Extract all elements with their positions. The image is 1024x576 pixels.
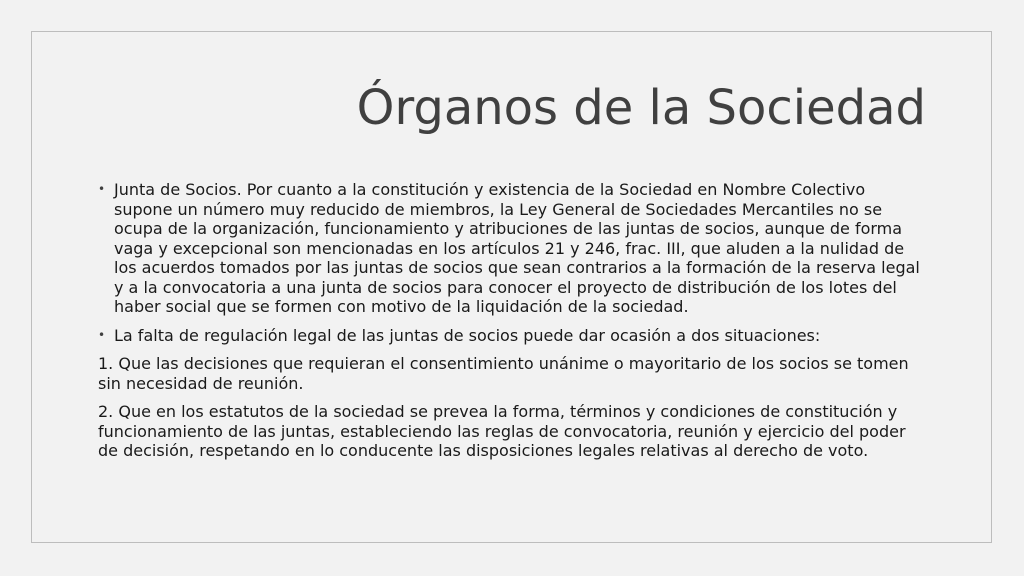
slide-body <box>98 180 928 470</box>
bullet-marker: • <box>98 327 106 342</box>
bullet-marker: • <box>98 182 106 196</box>
bullet-text-junta-de-socios: Junta de Socios. Por cuanto a la constitución y existencia de la Sociedad en Nombre Colectivo supone un número muy reducido de miembros, la Ley General de Sociedades Mercantiles no se ocupa de la organización, funcionamiento y atribuciones de las juntas de socios, aunque de forma vaga y excepcional son mencionadas en los artículos 21 y 246, frac. III, que aluden a la nulidad de los acuerdos tomados por las juntas de socios que sean contrarios a la formación de la reserva legal y a la convocatoria a una junta de socios para conocer el proyecto de distribución de los lotes del haber social que se formen con motivo de la liquidación de la sociedad. <box>114 180 920 316</box>
paragraph-situation-1: 1. Que las decisiones que requieran el consentimiento unánime o mayoritario de los socios se tomen sin necesidad de reunión. <box>98 354 909 393</box>
bullet-item <box>98 180 928 317</box>
paragraph-situation-2: 2. Que en los estatutos de la sociedad se prevea la forma, términos y condiciones de constitución y funcionamiento de las juntas, estableciendo las reglas de convocatoria, reunión y ejercicio del poder de decisión, respetando en lo conducente las disposiciones legales relativas al derecho de voto. <box>98 402 906 460</box>
slide-title: Órganos de la Sociedad <box>356 80 926 136</box>
bullet-item <box>98 326 928 346</box>
bullet-text-falta-de-regulacion: La falta de regulación legal de las juntas de socios puede dar ocasión a dos situaciones: <box>114 325 821 345</box>
